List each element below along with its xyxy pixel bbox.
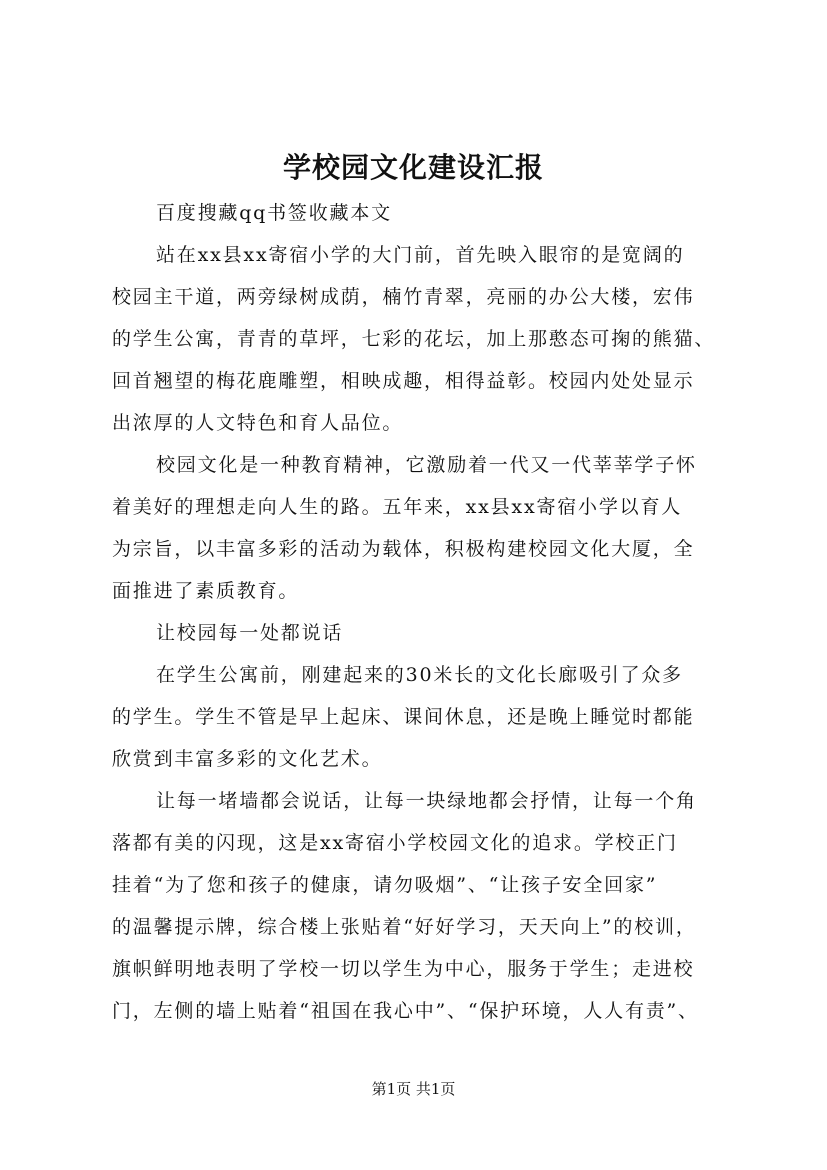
text-line: 百度搜藏qq书签收藏本文: [156, 202, 392, 224]
text-line: 着美好的理想走向人生的路。五年来，xx县xx寄宿小学以育人: [112, 496, 683, 518]
document-title: 学校园文化建设汇报: [282, 151, 544, 184]
text-line: 让每一堵墙都会说话，让每一块绿地都会抒情，让每一个角: [156, 790, 697, 812]
text-line: 门，左侧的墙上贴着“祖国在我心中”、“保护环境，人人有责”、: [112, 1000, 699, 1022]
text-line: 挂着“为了您和孩子的健康，请勿吸烟”、“让孩子安全回家”: [112, 874, 658, 896]
text-line: 出浓厚的人文特色和育人品位。: [112, 412, 404, 434]
text-line: 为宗旨，以丰富多彩的活动为载体，积极构建校园文化大厦，全: [112, 538, 695, 560]
page-number: 第1页 共1页: [371, 1080, 456, 1098]
text-line: 校园文化是一种教育精神，它激励着一代又一代莘莘学子怀: [156, 454, 697, 476]
text-line: 让校园每一处都说话: [156, 622, 344, 644]
text-line: 落都有美的闪现，这是xx寄宿小学校园文化的追求。学校正门: [112, 832, 678, 854]
text-line: 站在xx县xx寄宿小学的大门前，首先映入眼帘的是宽阔的: [156, 244, 685, 266]
text-line: 旗帜鲜明地表明了学校一切以学生为中心，服务于学生；走进校: [112, 958, 695, 980]
text-line: 的学生公寓，青青的草坪，七彩的花坛，加上那憨态可掬的熊猫、: [112, 328, 716, 350]
text-line: 校园主干道，两旁绿树成荫，楠竹青翠，亮丽的办公大楼，宏伟: [112, 286, 695, 308]
text-line: 的温馨提示牌，综合楼上张贴着“好好学习，天天向上”的校训，: [112, 916, 697, 938]
text-line: 的学生。学生不管是早上起床、课间休息，还是晚上睡觉时都能: [112, 706, 695, 728]
text-line: 面推进了素质教育。: [112, 580, 300, 602]
text-line: 在学生公寓前，刚建起来的30米长的文化长廊吸引了众多: [156, 664, 683, 686]
text-line: 回首翘望的梅花鹿雕塑，相映成趣，相得益彰。校园内处处显示: [112, 370, 695, 392]
text-line: 欣赏到丰富多彩的文化艺术。: [112, 748, 383, 770]
